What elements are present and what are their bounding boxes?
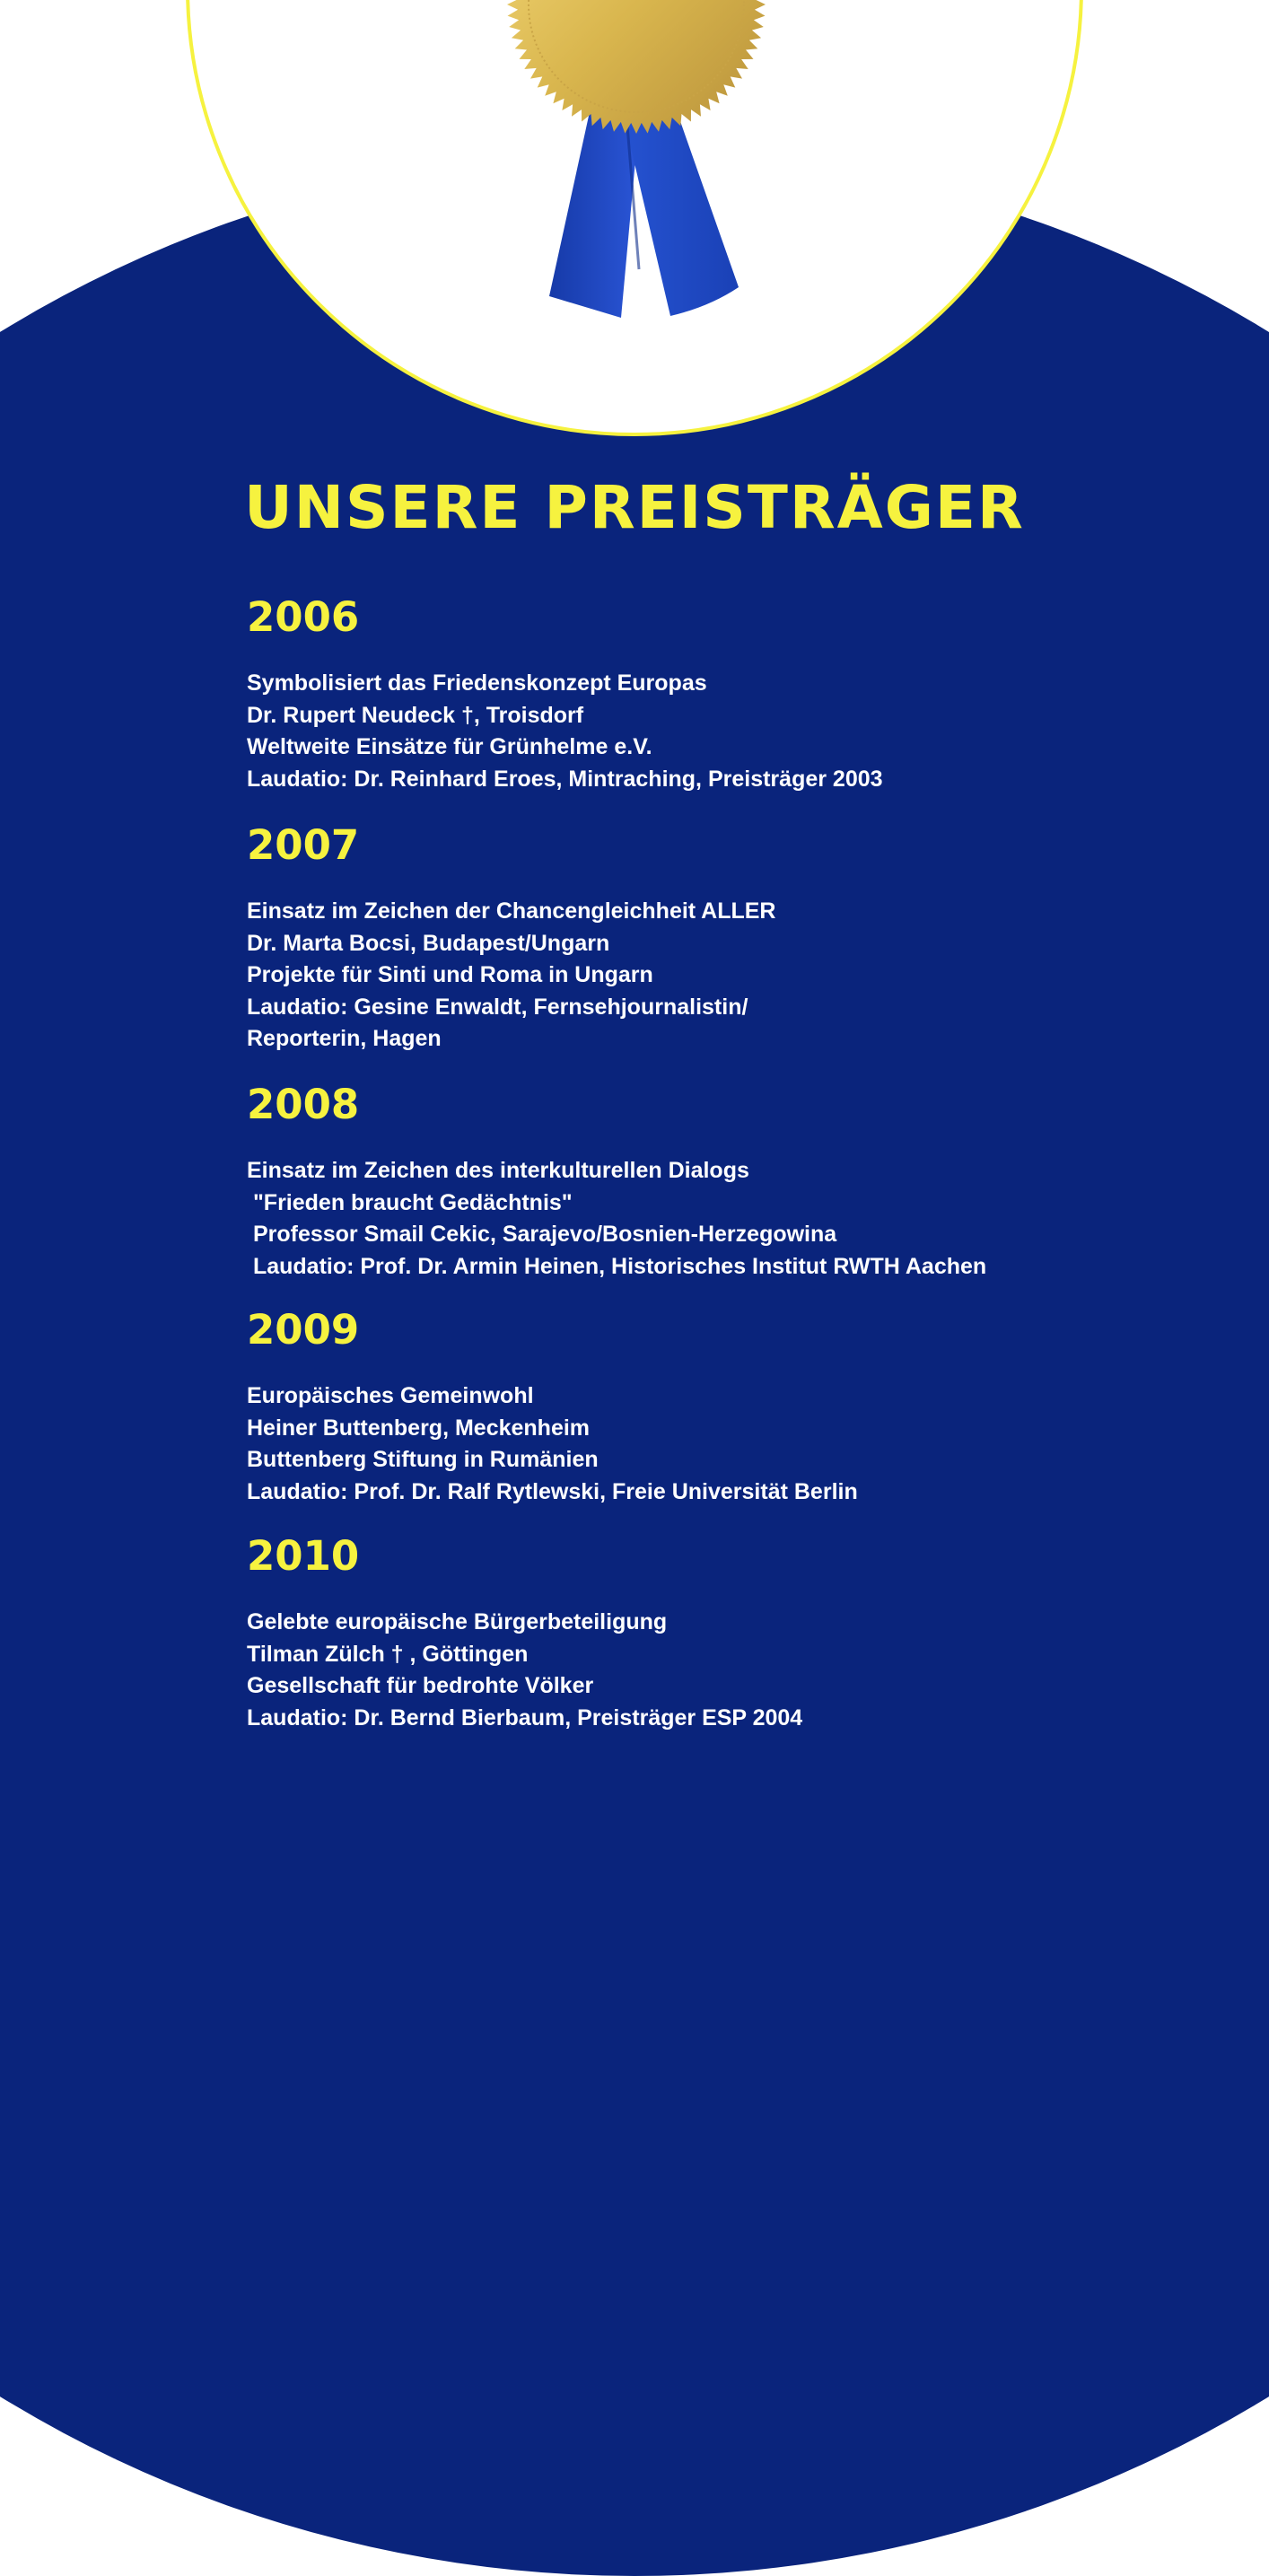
year-heading: 2006 xyxy=(247,593,360,641)
laureate-details xyxy=(247,668,1144,795)
year-heading: 2009 xyxy=(247,1306,360,1354)
laureate-detail-line: Tilman Zülch † , Göttingen xyxy=(247,1641,529,1667)
laureate-details xyxy=(247,1380,1144,1508)
laureate-entry-2007 xyxy=(247,820,1144,1056)
laureate-detail-line: Dr. Marta Bocsi, Budapest/Ungarn xyxy=(247,930,610,956)
laureate-detail-line: Laudatio: Gesine Enwaldt, Fernsehjournalistin/ xyxy=(247,994,748,1020)
laureate-details xyxy=(247,896,1144,1056)
laureate-detail-line: Projekte für Sinti und Roma in Ungarn xyxy=(247,962,653,988)
laureate-detail-line: Weltweite Einsätze für Grünhelme e.V. xyxy=(247,734,652,760)
laureate-detail-line: Laudatio: Dr. Bernd Bierbaum, Preisträger ESP 2004 xyxy=(247,1704,803,1730)
year-heading: 2007 xyxy=(247,821,360,869)
laureate-detail-line: Laudatio: Prof. Dr. Ralf Rytlewski, Freie Universität Berlin xyxy=(247,1478,858,1504)
laureate-entry-2006 xyxy=(247,592,1144,795)
laureate-details xyxy=(247,1607,1144,1734)
laureate-detail-line: Einsatz im Zeichen der Chancengleichheit ALLER xyxy=(247,898,776,924)
laureate-detail-line: Heiner Buttenberg, Meckenheim xyxy=(247,1415,591,1441)
laureate-detail-line: Gesellschaft für bedrohte Völker xyxy=(247,1673,594,1699)
page-title: UNSERE PREISTRÄGER xyxy=(244,473,1025,542)
year-heading: 2010 xyxy=(247,1532,360,1580)
laureate-detail-line: Symbolisiert das Friedenskonzept Europas xyxy=(247,670,707,696)
laureate-detail-line: Laudatio: Dr. Reinhard Eroes, Mintraching, Preisträger 2003 xyxy=(247,766,883,792)
laureate-detail-line: Professor Smail Cekic, Sarajevo/Bosnien-Herzegowina xyxy=(247,1222,837,1248)
laureate-detail-line: "Frieden braucht Gedächtnis" xyxy=(247,1189,573,1215)
year-heading: 2008 xyxy=(247,1081,360,1128)
laureate-detail-line: Gelebte europäische Bürgerbeteiligung xyxy=(247,1609,668,1634)
laureate-detail-line: Dr. Rupert Neudeck †, Troisdorf xyxy=(247,702,584,728)
laureate-entry-2010 xyxy=(247,1531,1144,1734)
laureate-detail-line: Europäisches Gemeinwohl xyxy=(247,1383,534,1408)
laureate-entry-2008 xyxy=(247,1080,1144,1283)
laureate-entry-2009 xyxy=(247,1305,1144,1508)
laureate-detail-line: Buttenberg Stiftung in Rumänien xyxy=(247,1447,599,1473)
laureate-details xyxy=(247,1155,1144,1283)
laureate-detail-line: Laudatio: Prof. Dr. Armin Heinen, Historisches Institut RWTH Aachen xyxy=(247,1253,987,1279)
laureate-detail-line: Einsatz im Zeichen des interkulturellen Dialogs xyxy=(247,1158,749,1183)
laureate-detail-line: Reporterin, Hagen xyxy=(247,1026,442,1052)
